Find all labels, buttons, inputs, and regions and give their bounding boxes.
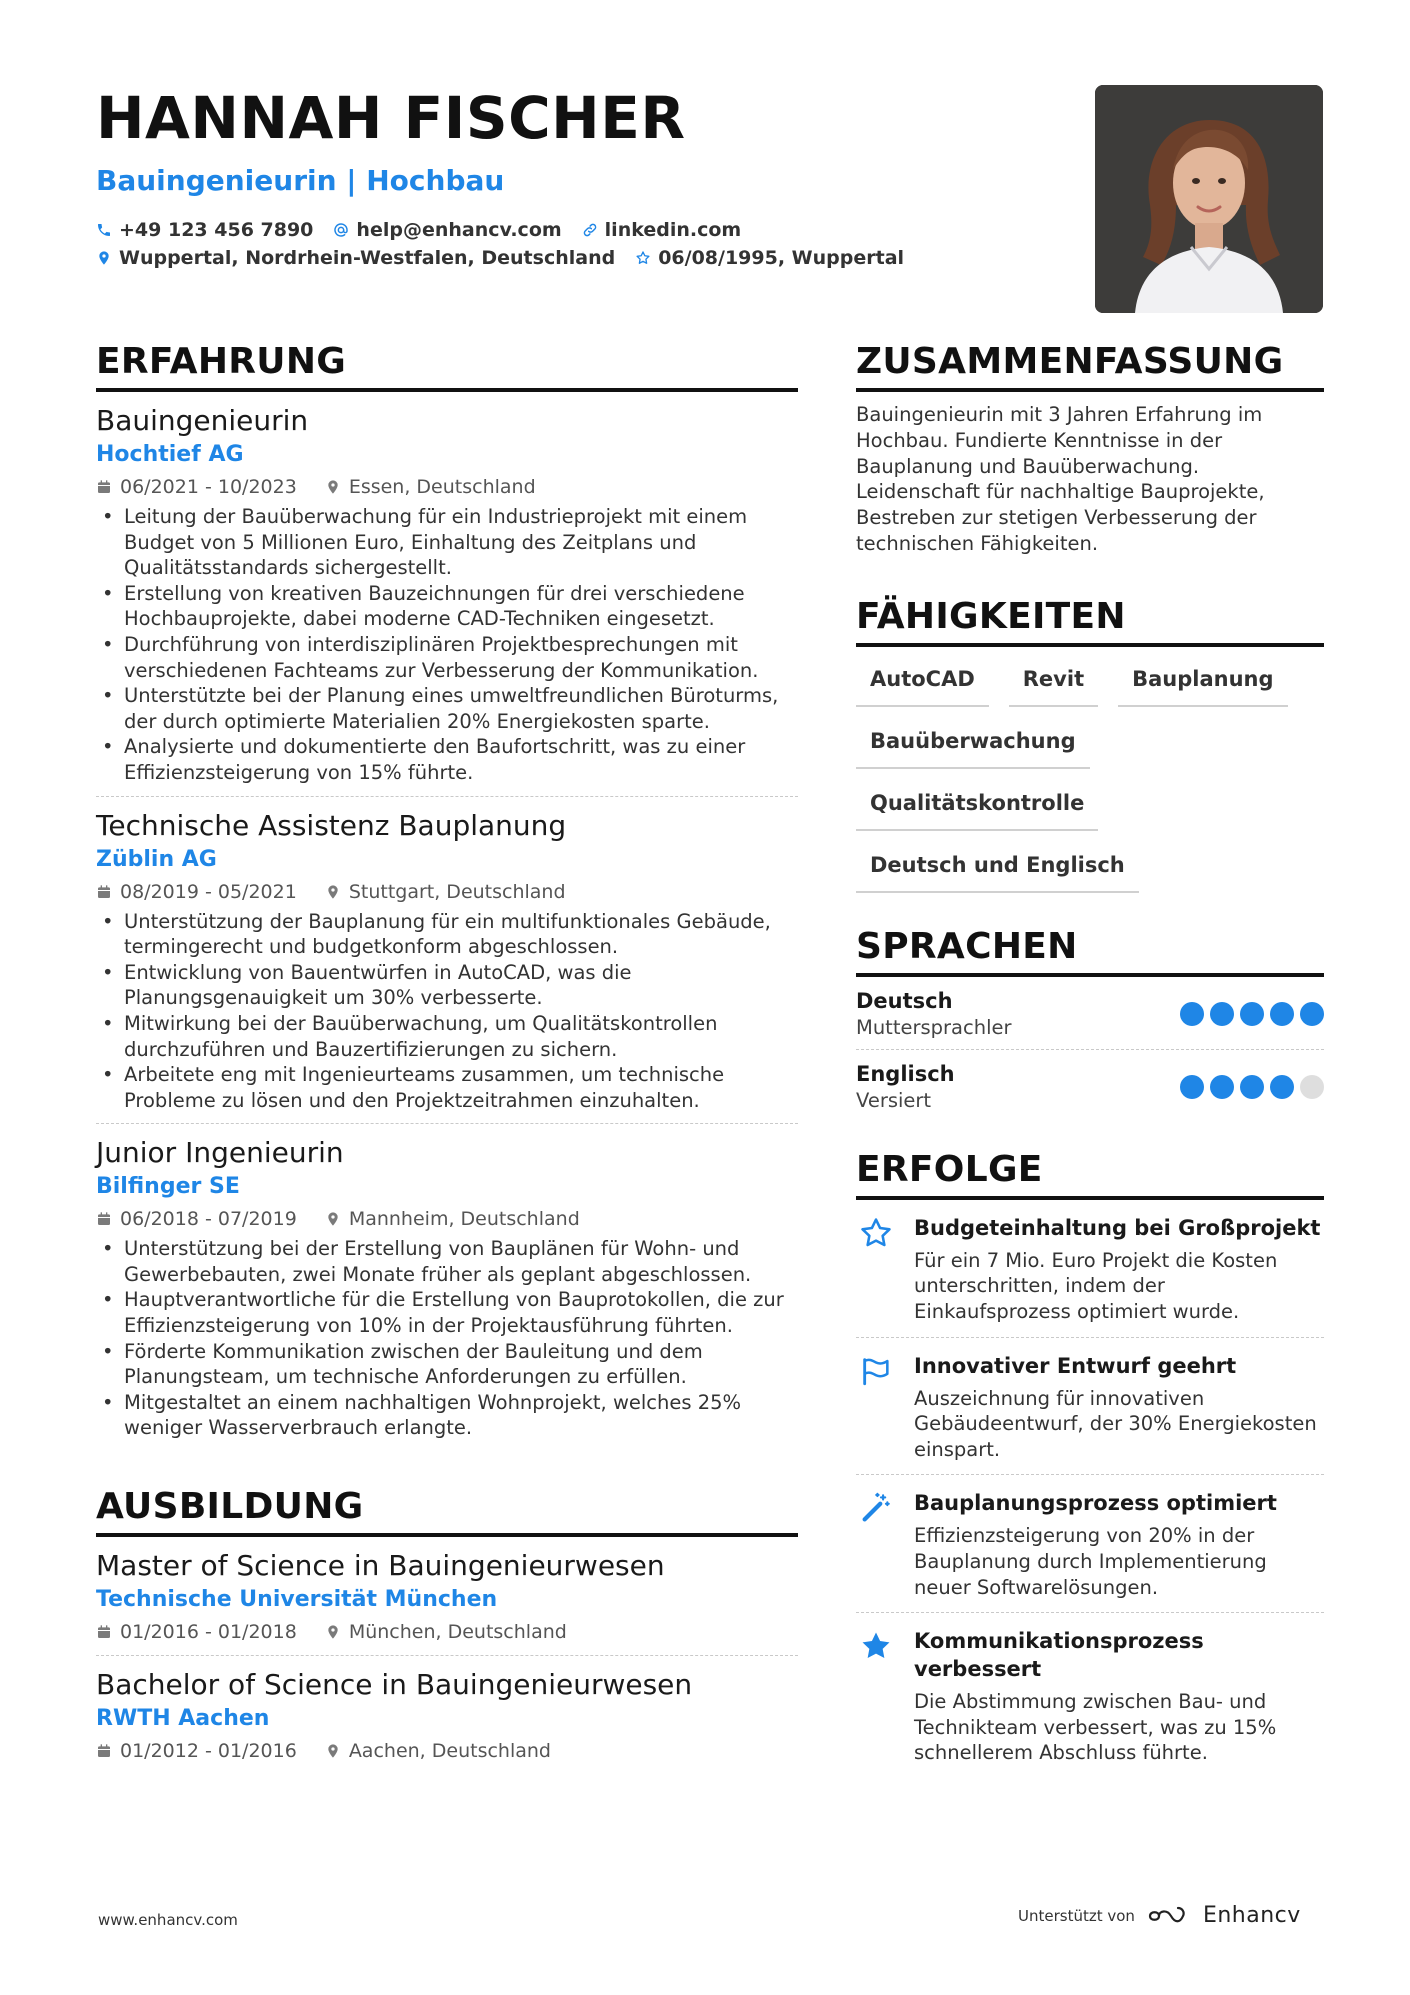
education-meta — [96, 1738, 798, 1764]
section-title-skills: FÄHIGKEITEN — [856, 595, 1324, 647]
job-dates — [96, 1206, 297, 1232]
school-name: RWTH Aachen — [96, 1706, 270, 1732]
calendar-icon — [96, 1211, 112, 1227]
calendar-icon — [96, 884, 112, 900]
rating-dot-empty — [1300, 1075, 1324, 1099]
skill-tag: Bauplanung — [1118, 663, 1287, 707]
achievement-item — [856, 1613, 1324, 1778]
location-pin-icon — [325, 1211, 341, 1227]
summary-text: Bauingenieurin mit 3 Jahren Erfahrung im Hochbau. Fundierte Kenntnisse in der Bauplanung und Bauüberwachung. Leidenschaft für nachhaltige Bauprojekte, Bestreben zur stetigen Verbesserung der technischen Fähigkeiten. — [856, 403, 1265, 555]
language-level: Versiert — [856, 1088, 932, 1112]
rating-dot-filled — [1270, 1075, 1294, 1099]
contact-email[interactable] — [333, 219, 561, 241]
education-dates — [96, 1738, 297, 1764]
education-location — [325, 1619, 567, 1645]
footer-powered-by[interactable] — [1018, 1903, 1301, 1928]
degree-title: Bachelor of Science in Bauingenieurwesen — [96, 1668, 693, 1702]
section-title-achievements: ERFOLGE — [856, 1148, 1324, 1200]
job-bullets — [96, 909, 798, 1114]
bullet-item: • Unterstützung der Bauplanung für ein multifunktionales Gebäude, termingerecht und budgetkonform abgeschlossen. — [96, 909, 798, 960]
location-text: Wuppertal, Nordrhein-Westfalen, Deutschland — [119, 247, 616, 269]
education-entry — [96, 1656, 798, 1774]
rating-dot-filled — [1240, 1075, 1264, 1099]
achievement-title: Budgeteinhaltung bei Großprojekt — [914, 1215, 1321, 1240]
language-item — [856, 977, 1324, 1050]
company-name: Hochtief AG — [96, 442, 244, 467]
calendar-icon — [96, 1624, 112, 1640]
education-dates-text: 01/2012 - 01/2016 — [120, 1740, 297, 1763]
phone-icon — [96, 222, 112, 238]
achievement-title: Bauplanungsprozess optimiert — [914, 1491, 1277, 1516]
rating-dot-filled — [1180, 1075, 1204, 1099]
rating-dot-filled — [1210, 1075, 1234, 1099]
contact-phone[interactable] — [96, 219, 313, 241]
bullet-item: • Unterstützte bei der Planung eines umweltfreundlichen Büroturms, der durch optimierte Materialien 20% Energiekosten sparte. — [96, 683, 798, 734]
section-title-experience: ERFAHRUNG — [96, 340, 798, 392]
job-location — [325, 879, 566, 905]
section-title-languages: SPRACHEN — [856, 925, 1324, 977]
bullet-item: • Hauptverantwortliche für die Erstellung von Bauprotokollen, die zur Effizienzsteigerung von 10% in der Projektausführung führten. — [96, 1287, 798, 1338]
rating-dot-filled — [1270, 1002, 1294, 1026]
achievement-desc: Die Abstimmung zwischen Bau- und Technikteam verbessert, was zu 15% schnellerem Abschluss führte. — [914, 1690, 1277, 1765]
location-pin-icon — [325, 479, 341, 495]
job-bullets — [96, 1236, 798, 1441]
job-meta — [96, 474, 798, 500]
achievement-item — [856, 1475, 1324, 1613]
job-location-text: Stuttgart, Deutschland — [348, 880, 566, 903]
job-dates-text: 06/2021 - 10/2023 — [120, 476, 297, 498]
calendar-icon — [96, 479, 112, 495]
birth-text: 06/08/1995, Wuppertal — [658, 247, 905, 269]
job-dates-text: 08/2019 - 05/2021 — [120, 880, 297, 903]
achievement-title: Innovativer Entwurf geehrt — [914, 1353, 1237, 1378]
email-text: help@enhancv.com — [356, 219, 562, 241]
skill-tag: AutoCAD — [856, 663, 989, 707]
education-dates-text: 01/2016 - 01/2018 — [120, 1621, 297, 1644]
experience-entry — [96, 1124, 798, 1451]
star-outline-icon — [859, 1216, 893, 1250]
enhancv-logo-icon — [1147, 1905, 1191, 1927]
star-icon — [635, 250, 651, 266]
job-title: Junior Ingenieurin — [96, 1136, 344, 1170]
skill-tag: Revit — [1009, 663, 1098, 707]
achievement-desc: Auszeichnung für innovativen Gebäudeentwurf, der 30% Energiekosten einspart. — [914, 1386, 1317, 1461]
star-filled-icon — [859, 1629, 893, 1663]
calendar-icon — [96, 1743, 112, 1759]
job-meta — [96, 879, 798, 905]
education-entry — [96, 1537, 798, 1656]
job-title: Bauingenieurin — [96, 404, 309, 437]
skill-tag: Qualitätskontrolle — [856, 787, 1098, 831]
skill-tag: Bauüberwachung — [856, 725, 1090, 769]
language-rating — [1180, 1002, 1324, 1026]
experience-entry — [96, 797, 798, 1125]
contact-linkedin[interactable] — [582, 219, 742, 241]
company-name: Bilfinger SE — [96, 1174, 240, 1200]
education-meta — [96, 1619, 798, 1645]
bullet-item: • Förderte Kommunikation zwischen der Bauleitung und dem Planungsteam, um technische Anforderungen zu erfüllen. — [96, 1339, 798, 1390]
location-pin-icon — [96, 250, 112, 266]
degree-title: Master of Science in Bauingenieurwesen — [96, 1549, 665, 1583]
job-location-text: Essen, Deutschland — [348, 476, 536, 498]
left-column — [96, 340, 798, 1774]
bullet-item: • Erstellung von kreativen Bauzeichnungen für drei verschiedene Hochbauprojekte, dabei moderne CAD-Techniken eingesetzt. — [96, 581, 798, 632]
link-icon — [582, 222, 598, 238]
achievement-desc: Effizienzsteigerung von 20% in der Bauplanung durch Implementierung neuer Softwarelösungen. — [914, 1524, 1267, 1599]
experience-entry — [96, 392, 798, 797]
language-item — [856, 1050, 1324, 1122]
bullet-item: • Mitwirkung bei der Bauüberwachung, um Qualitätskontrollen durchzuführen und Bauzertifizierungen zu sichern. — [96, 1011, 798, 1062]
job-location-text: Mannheim, Deutschland — [348, 1208, 580, 1231]
language-name: Deutsch — [856, 988, 953, 1013]
job-location — [325, 474, 536, 500]
section-title-education: AUSBILDUNG — [96, 1485, 798, 1537]
education-location-text: Aachen, Deutschland — [348, 1740, 551, 1763]
enhancv-brand: Enhancv — [1202, 1903, 1301, 1928]
bullet-item: • Mitgestaltet an einem nachhaltigen Wohnprojekt, welches 25% weniger Wasserverbrauch erlangte. — [96, 1390, 798, 1441]
at-icon — [333, 222, 349, 238]
job-meta — [96, 1206, 798, 1232]
location-pin-icon — [325, 884, 341, 900]
flag-icon — [859, 1354, 893, 1388]
achievement-item — [856, 1200, 1324, 1338]
achievement-title: Kommunikationsprozess verbessert — [914, 1629, 1204, 1682]
achievement-item — [856, 1338, 1324, 1476]
job-dates — [96, 879, 297, 905]
education-location — [325, 1738, 551, 1764]
bullet-item: • Unterstützung bei der Erstellung von Bauplänen für Wohn- und Gewerbebauten, zwei Monate früher als geplant abgeschlossen. — [96, 1236, 798, 1287]
achievement-desc: Für ein 7 Mio. Euro Projekt die Kosten unterschritten, indem der Einkaufsprozess optimiert wurde. — [914, 1248, 1278, 1323]
footer-website[interactable]: www.enhancv.com — [98, 1911, 238, 1929]
school-name: Technische Universität München — [96, 1587, 498, 1613]
job-location — [325, 1206, 580, 1232]
rating-dot-filled — [1300, 1002, 1324, 1026]
candidate-title: Bauingenieurin | Hochbau — [96, 164, 505, 197]
skills-list — [856, 663, 1324, 893]
bullet-item: • Arbeitete eng mit Ingenieurteams zusammen, um technische Probleme zu lösen und den Projektzeitrahmen einzuhalten. — [96, 1062, 798, 1113]
language-level: Muttersprachler — [856, 1015, 1012, 1039]
language-rating — [1180, 1075, 1324, 1099]
location-pin-icon — [325, 1743, 341, 1759]
profile-photo — [1095, 85, 1323, 313]
portrait-illustration — [1095, 85, 1323, 313]
rating-dot-filled — [1240, 1002, 1264, 1026]
bullet-item: • Analysierte und dokumentierte den Baufortschritt, was zu einer Effizienzsteigerung von 15% führte. — [96, 734, 798, 785]
right-column — [856, 340, 1324, 1778]
resume-header — [96, 84, 1056, 272]
skill-tag: Deutsch und Englisch — [856, 849, 1139, 893]
job-dates-text: 06/2018 - 07/2019 — [120, 1208, 297, 1231]
education-dates — [96, 1619, 297, 1645]
magic-wand-icon — [859, 1491, 893, 1525]
bullet-item: • Entwicklung von Bauentwürfen in AutoCAD, was die Planungsgenauigkeit um 30% verbesserte. — [96, 960, 798, 1011]
candidate-name: HANNAH FISCHER — [96, 84, 686, 152]
bullet-item: • Durchführung von interdisziplinären Projektbesprechungen mit verschiedenen Fachteams zur Verbesserung der Kommunikation. — [96, 632, 798, 683]
linkedin-text: linkedin.com — [604, 219, 742, 241]
job-title: Technische Assistenz Bauplanung — [96, 808, 567, 842]
section-title-summary: ZUSAMMENFASSUNG — [856, 340, 1324, 392]
phone-text: +49 123 456 7890 — [119, 219, 314, 241]
contact-location — [96, 247, 615, 269]
rating-dot-filled — [1210, 1002, 1234, 1026]
bullet-item: • Leitung der Bauüberwachung für ein Industrieprojekt mit einem Budget von 5 Millionen Euro, Einhaltung des Zeitplans und Qualitätsstandards sichergestellt. — [96, 504, 798, 581]
company-name: Züblin AG — [96, 846, 217, 872]
education-location-text: München, Deutschland — [348, 1621, 567, 1644]
language-name: Englisch — [856, 1061, 955, 1086]
job-dates — [96, 474, 297, 500]
job-bullets — [96, 504, 798, 786]
location-pin-icon — [325, 1624, 341, 1640]
contact-birth — [635, 247, 904, 269]
rating-dot-filled — [1180, 1002, 1204, 1026]
contact-info — [96, 216, 1056, 272]
powered-by-label: Unterstützt von — [1018, 1906, 1135, 1925]
